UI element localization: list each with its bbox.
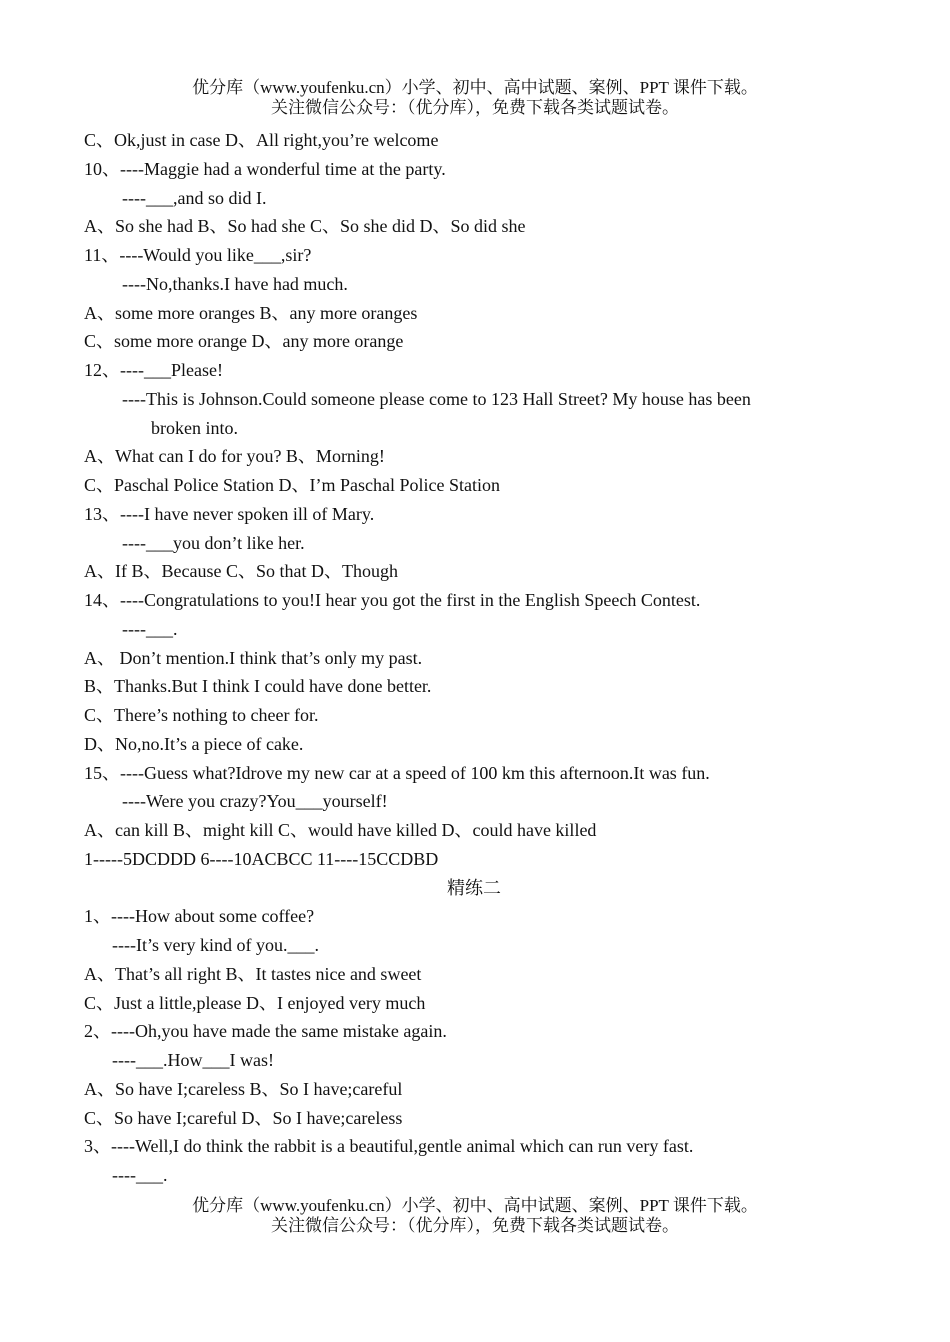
option-line: C、some more orange D、any more orange <box>84 331 404 352</box>
footer-line-2: 关注微信公众号：（优分库），免费下载各类试题试卷。 <box>271 1216 679 1235</box>
option-line: A、If B、Because C、So that D、Though <box>84 561 398 582</box>
question-15: 15、----Guess what?Idrove my new car at a speed of 100 km this afternoon.It was fun. <box>84 762 710 783</box>
reply-line: ----This is Johnson.Could someone please come to 123 Hall Street? My house has been <box>122 388 751 409</box>
question-14: 14、----Congratulations to you!I hear you got the first in the English Speech Contest. <box>84 590 701 610</box>
page-footer <box>0 1196 950 1236</box>
reply-line: ----___.How___I was! <box>112 1050 274 1070</box>
question-13: 13、----I have never spoken ill of Mary. <box>84 503 375 524</box>
question-10: 10、----Maggie had a wonderful time at the party. <box>84 158 446 179</box>
question-2: 2、----Oh,you have made the same mistake again. <box>84 1021 447 1042</box>
reply-line: ----No,thanks.I have had much. <box>122 273 348 294</box>
option-line: A、So have I;careless B、So I have;careful <box>84 1078 403 1099</box>
answer-key: 1-----5DCDDD 6----10ACBCC 11----15CCDBD <box>84 848 439 869</box>
option-line: C、So have I;careful D、So I have;careless <box>84 1107 403 1128</box>
reply-line: ----___. <box>122 618 178 639</box>
reply-line: ----___. <box>112 1165 168 1185</box>
question-12: 12、----___Please! <box>84 360 223 380</box>
option-line: C、Ok,just in case D、All right,you’re welcome <box>84 130 439 150</box>
reply-line: ----It’s very kind of you.___. <box>112 935 319 955</box>
option-line: D、No,no.It’s a piece of cake. <box>84 733 304 754</box>
option-line: A、some more oranges B、any more oranges <box>84 302 418 323</box>
header-line-1: 优分库（www.youfenku.cn）小学、初中、高中试题、案例、PPT 课件下载。 <box>192 78 758 97</box>
option-line: A、So she had B、So had she C、So she did D、So did she <box>84 216 526 237</box>
footer-line-1: 优分库（www.youfenku.cn）小学、初中、高中试题、案例、PPT 课件下载。 <box>192 1196 758 1215</box>
question-1: 1、----How about some coffee? <box>84 906 315 927</box>
reply-line-continued: broken into. <box>151 417 238 438</box>
question-11: 11、----Would you like___,sir? <box>84 245 312 265</box>
section-title: 精练二 <box>447 877 501 898</box>
option-line: C、Just a little,please D、I enjoyed very much <box>84 992 426 1013</box>
exercise-body <box>84 126 884 1190</box>
option-line: A、That’s all right B、It tastes nice and sweet <box>84 963 422 984</box>
option-line: A、can kill B、might kill C、would have killed D、could have killed <box>84 820 597 840</box>
reply-line: ----___,and so did I. <box>122 187 267 208</box>
option-line: B、Thanks.But I think I could have done better. <box>84 676 432 697</box>
option-line: C、Paschal Police Station D、I’m Paschal Police Station <box>84 475 500 495</box>
reply-line: ----Were you crazy?You___yourself! <box>122 791 388 812</box>
header-line-2: 关注微信公众号：（优分库），免费下载各类试题试卷。 <box>271 98 679 117</box>
page-header <box>0 78 950 118</box>
question-3: 3、----Well,I do think the rabbit is a beautiful,gentle animal which can run very fast. <box>84 1136 694 1157</box>
option-line: C、There’s nothing to cheer for. <box>84 705 319 725</box>
option-line: A、 Don’t mention.I think that’s only my past. <box>84 647 423 668</box>
option-line: A、What can I do for you? B、Morning! <box>84 446 385 467</box>
reply-line: ----___you don’t like her. <box>122 532 305 553</box>
